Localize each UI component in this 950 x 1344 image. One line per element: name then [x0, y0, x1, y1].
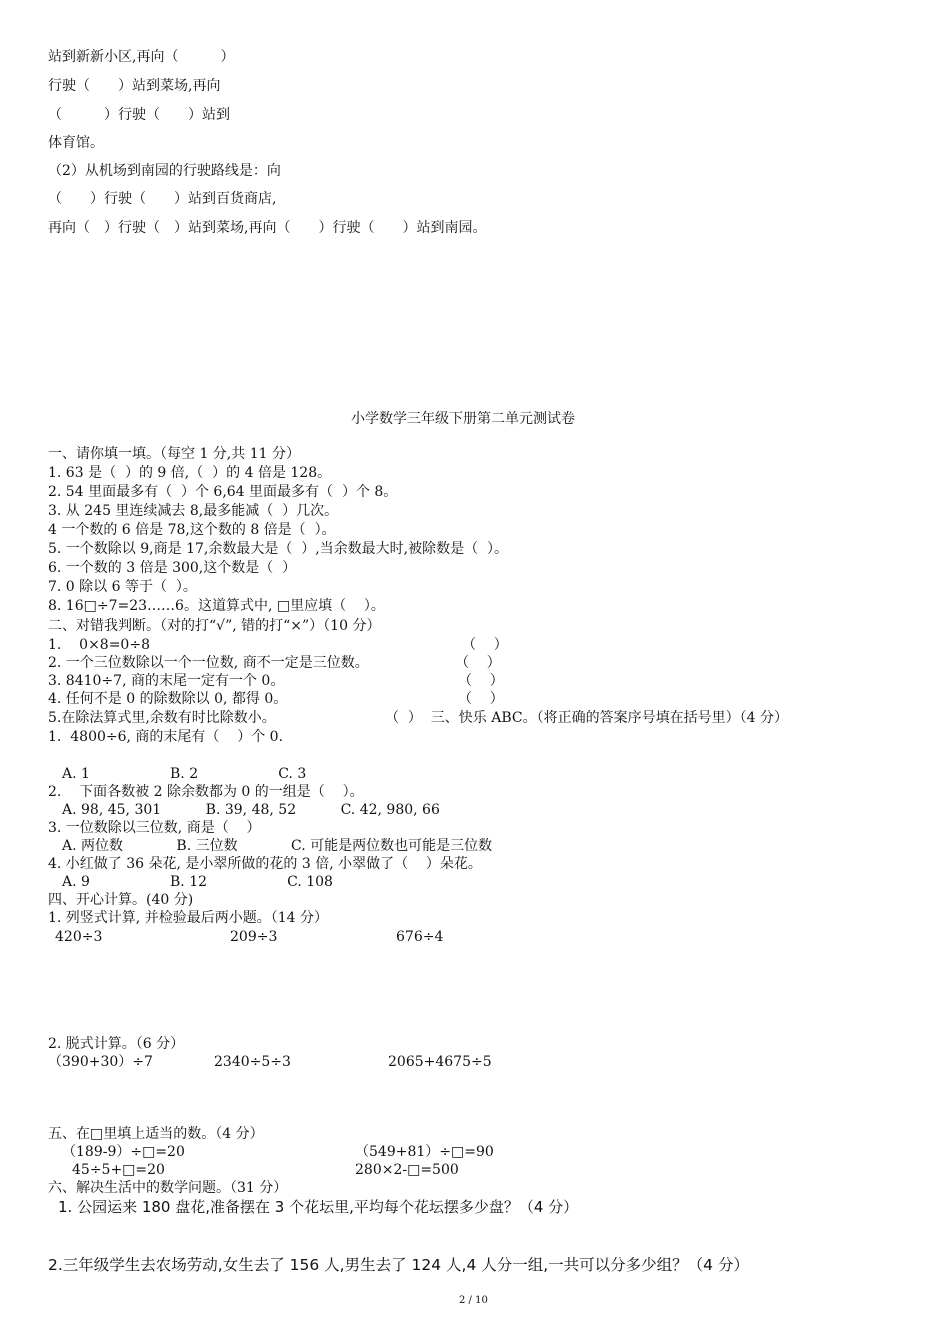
equation-item: 280×2-□=500 — [355, 1162, 459, 1178]
question-line: 4. 小红做了 36 朵花, 是小翠所做的花的 3 倍, 小翠做了（ ）朵花。 — [48, 856, 482, 872]
calc-item: 420÷3 — [55, 929, 103, 945]
text-line: 行驶（ ）站到菜场,再向 — [48, 78, 221, 94]
calc-item: 209÷3 — [230, 929, 278, 945]
question-line: 3. 8410÷7, 商的末尾一定有一个 0。 — [48, 673, 285, 689]
answer-bracket-and-section3-heading: （ ） 三、快乐 ABC。（将正确的答案序号填在括号里）（4 分） — [385, 710, 788, 726]
question-line: 1. 63 是（ ）的 9 倍,（ ）的 4 倍是 128。 — [48, 465, 332, 481]
section-heading: 二、对错我判断。（对的打“√”, 错的打“×”）（10 分） — [48, 618, 381, 634]
page-title: 小学数学三年级下册第二单元测试卷 — [351, 411, 575, 427]
page-number: 2 / 10 — [459, 1295, 488, 1306]
question-line: 1. 公园运来 180 盘花,准备摆在 3 个花坛里,平均每个花坛摆多少盘？（4 分） — [58, 1198, 579, 1216]
sub-heading: 2. 脱式计算。（6 分） — [48, 1036, 185, 1052]
question-line: 6. 一个数的 3 倍是 300,这个数是（ ） — [48, 560, 297, 576]
calc-item: 2340÷5÷3 — [214, 1054, 291, 1070]
section-heading: 四、开心计算。(40 分) — [48, 892, 194, 908]
question-line: 2. 下面各数被 2 除余数都为 0 的一组是（ ）。 — [48, 784, 364, 800]
text-line: 体育馆。 — [48, 135, 104, 151]
question-line: 3. 从 245 里连续减去 8,最多能减（ ）几次。 — [48, 503, 339, 519]
options-line: A. 1 B. 2 C. 3 — [62, 766, 307, 782]
question-line: 8. 16□÷7=23……6。这道算式中, □里应填（ ）。 — [48, 598, 385, 614]
options-line: A. 两位数 B. 三位数 C. 可能是两位数也可能是三位数 — [62, 838, 493, 854]
question-line: 2.三年级学生去农场劳动,女生去了 156 人,男生去了 124 人,4 人分一组,一共可以分多少组？（4 分） — [48, 1256, 749, 1274]
question-line: 5. 一个数除以 9,商是 17,余数最大是（ ）,当余数最大时,被除数是（ ）。 — [48, 541, 509, 557]
text-line: （ ）行驶（ ）站到百货商店, — [48, 191, 277, 207]
text-line: （2）从机场到南园的行驶路线是：向 — [48, 163, 281, 179]
answer-bracket: （ ） — [458, 691, 504, 707]
text-line: 站到新新小区,再向（ ） — [48, 49, 235, 65]
question-line: 3. 一位数除以三位数, 商是（ ） — [48, 820, 261, 836]
options-line: A. 9 B. 12 C. 108 — [62, 874, 333, 890]
question-line: 1. 4800÷6, 商的末尾有（ ）个 0. — [48, 729, 284, 745]
equation-item: （189-9）÷□=20 — [62, 1144, 185, 1160]
equation-item: （549+81）÷□=90 — [355, 1144, 494, 1160]
options-line: A. 98, 45, 301 B. 39, 48, 52 C. 42, 980, 66 — [62, 802, 440, 818]
answer-bracket: （ ） — [455, 655, 501, 671]
question-line: 2. 54 里面最多有（ ）个 6,64 里面最多有（ ）个 8。 — [48, 484, 398, 500]
question-line: 7. 0 除以 6 等于（ ）。 — [48, 579, 197, 595]
question-line: 4 一个数的 6 倍是 78,这个数的 8 倍是（ ）。 — [48, 522, 336, 538]
text-line: 再向（ ）行驶（ ）站到菜场,再向（ ）行驶（ ）站到南园。 — [48, 220, 487, 236]
calc-item: （390+30）÷7 — [48, 1054, 153, 1070]
question-line: 4. 任何不是 0 的除数除以 0, 都得 0。 — [48, 691, 288, 707]
section-heading: 六、解决生活中的数学问题。（31 分） — [48, 1180, 288, 1196]
section-heading: 一、请你填一填。（每空 1 分,共 11 分） — [48, 446, 300, 462]
section-heading: 五、在□里填上适当的数。（4 分） — [48, 1126, 264, 1142]
text-line: （ ）行驶（ ）站到 — [48, 107, 230, 123]
calc-item: 676÷4 — [396, 929, 444, 945]
question-line: 2. 一个三位数除以一个一位数, 商不一定是三位数。 — [48, 655, 369, 671]
question-line: 5.在除法算式里,余数有时比除数小。 — [48, 710, 276, 726]
question-line: 1. 0×8=0÷8 — [48, 637, 150, 653]
calc-item: 2065+4675÷5 — [388, 1054, 492, 1070]
equation-item: 45÷5+□=20 — [72, 1162, 165, 1178]
answer-bracket: （ ） — [458, 673, 504, 689]
sub-heading: 1. 列竖式计算, 并检验最后两小题。（14 分） — [48, 910, 328, 926]
answer-bracket: （ ） — [462, 637, 508, 653]
